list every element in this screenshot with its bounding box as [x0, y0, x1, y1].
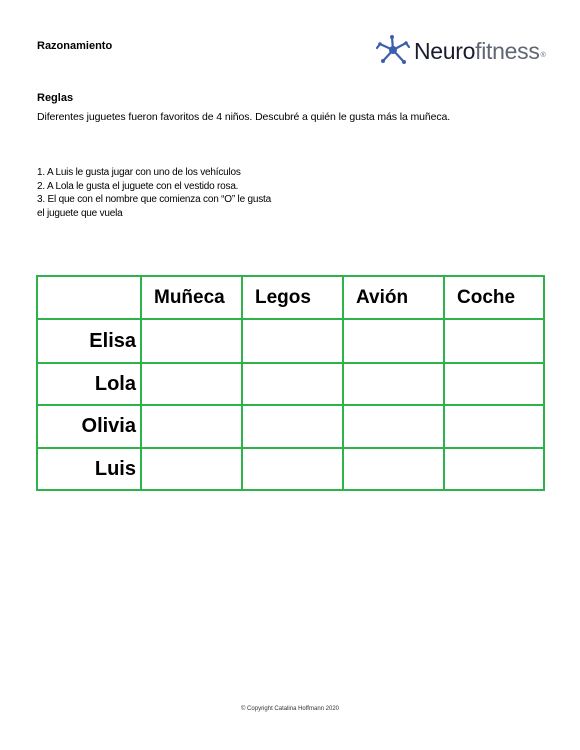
logo-registered-mark: ® — [540, 52, 546, 59]
column-header-muneca: Muñeca — [142, 277, 243, 320]
grid-cell[interactable] — [445, 320, 543, 364]
neuron-icon — [375, 34, 411, 68]
row-header-elisa: Elisa — [38, 320, 142, 364]
column-header-legos: Legos — [243, 277, 344, 320]
grid-cell[interactable] — [243, 406, 344, 449]
grid-cell[interactable] — [142, 449, 243, 489]
grid-cell[interactable] — [142, 364, 243, 406]
grid-cell[interactable] — [344, 364, 445, 406]
row-header-olivia: Olivia — [38, 406, 142, 449]
grid-cell[interactable] — [243, 320, 344, 364]
clue-item: 1. A Luis le gusta jugar con uno de los vehículos — [37, 167, 241, 178]
clue-item: el juguete que vuela — [37, 207, 123, 219]
grid-cell[interactable] — [445, 406, 543, 449]
clues-list — [37, 166, 271, 220]
neurofitness-logo — [375, 34, 545, 68]
grid-cell[interactable] — [445, 364, 543, 406]
grid-cell[interactable] — [445, 449, 543, 489]
column-header-coche: Coche — [445, 277, 543, 320]
column-header-avion: Avión — [344, 277, 445, 320]
grid-corner-cell — [38, 277, 142, 320]
grid-cell[interactable] — [344, 406, 445, 449]
grid-cell[interactable] — [142, 320, 243, 364]
rules-description: Diferentes juguetes fueron favoritos de 4 niños. Descubré a quién le gusta más la muñeca. — [37, 111, 451, 123]
grid-cell[interactable] — [243, 449, 344, 489]
logic-grid — [36, 275, 545, 491]
logo-word-light: fitness — [475, 38, 540, 64]
row-header-lola: Lola — [38, 364, 142, 406]
logo-word-bold: Neuro — [414, 38, 476, 64]
clue-item: 3. El que con el nombre que comienza con “O” le gusta — [37, 194, 271, 205]
grid-cell[interactable] — [142, 406, 243, 449]
rules-heading: Reglas — [37, 92, 74, 104]
grid-cell[interactable] — [344, 449, 445, 489]
row-header-luis: Luis — [38, 449, 142, 489]
copyright-footer: © Copyright Catalina Hoffmann 2020 — [240, 706, 340, 712]
grid-cell[interactable] — [344, 320, 445, 364]
document-title: Razonamiento — [37, 40, 113, 52]
clue-item: 2. A Lola le gusta el juguete con el vestido rosa. — [37, 180, 239, 192]
grid-cell[interactable] — [243, 364, 344, 406]
logo-wordmark — [414, 38, 545, 65]
